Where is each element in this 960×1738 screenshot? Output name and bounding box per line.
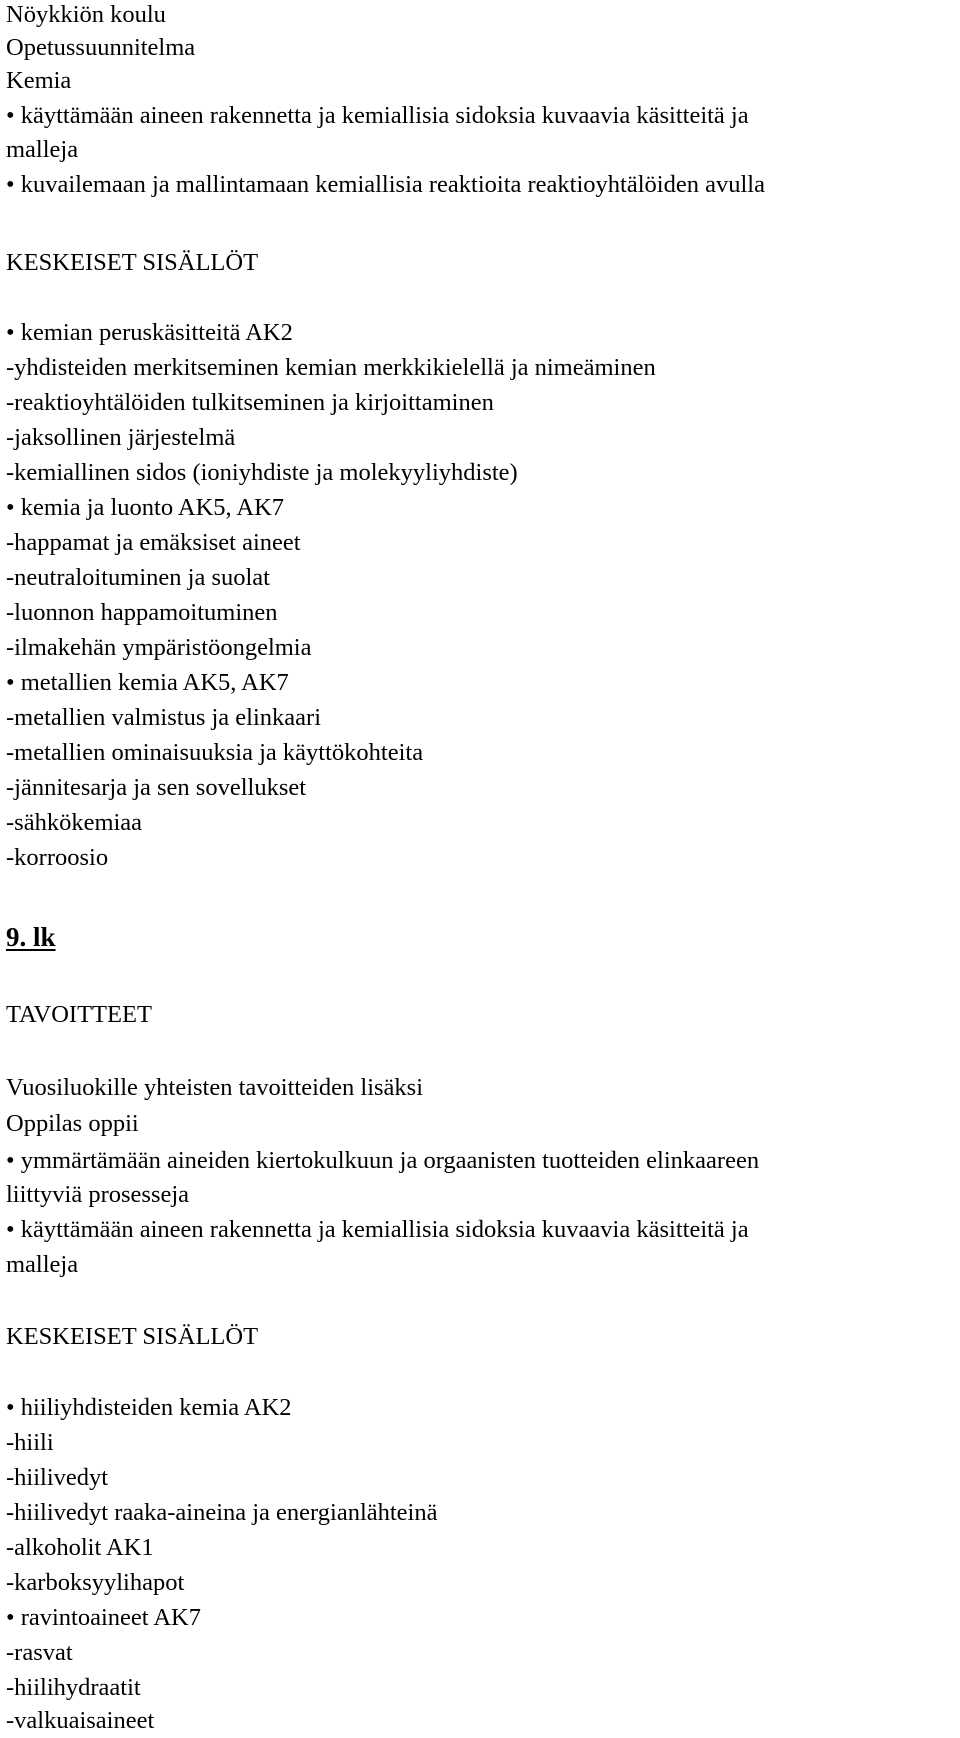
content-line: -hiili	[6, 1429, 54, 1456]
content-line: -kemiallinen sidos (ioniyhdiste ja molekyyliyhdiste)	[6, 459, 518, 486]
content-line: -sähkökemiaa	[6, 809, 143, 836]
content-line: -luonnon happamoituminen	[6, 599, 278, 626]
subject-title: Kemia	[6, 67, 72, 94]
content-line: -metallien ominaisuuksia ja käyttökohteita	[6, 739, 424, 766]
content-line: -hiilivedyt	[6, 1464, 109, 1491]
content-line: • metallien kemia AK5, AK7	[6, 669, 289, 696]
content-line: -happamat ja emäksiset aineet	[6, 529, 301, 556]
content-line: -rasvat	[6, 1639, 73, 1666]
content-line: • ravintoaineet AK7	[6, 1604, 201, 1631]
content-line: -hiilivedyt raaka-aineina ja energianlähteinä	[6, 1499, 438, 1526]
document-type: Opetussuunnitelma	[6, 34, 196, 61]
content-line: -metallien valmistus ja elinkaari	[6, 704, 321, 731]
learner-line: Oppilas oppii	[6, 1110, 139, 1137]
section-heading: KESKEISET SISÄLLÖT	[6, 1323, 259, 1350]
section-heading: KESKEISET SISÄLLÖT	[6, 249, 259, 276]
content-line: -valkuaisaineet	[6, 1707, 155, 1734]
content-line: -reaktioyhtälöiden tulkitseminen ja kirjoittaminen	[6, 389, 494, 416]
content-line: -jaksollinen järjestelmä	[6, 424, 236, 451]
content-line: -ilmakehän ympäristöongelmia	[6, 634, 312, 661]
content-line: -karboksyylihapot	[6, 1569, 185, 1596]
content-line: • kemian peruskäsitteitä AK2	[6, 319, 293, 346]
goal-line: malleja	[6, 136, 79, 163]
content-line: -neutraloituminen ja suolat	[6, 564, 270, 591]
content-line: • hiiliyhdisteiden kemia AK2	[6, 1394, 292, 1421]
content-line: -yhdisteiden merkitseminen kemian merkkikielellä ja nimeäminen	[6, 354, 656, 381]
goal-line: • ymmärtämään aineiden kiertokulkuun ja orgaanisten tuotteiden elinkaareen	[6, 1147, 760, 1174]
goals-intro: Vuosiluokille yhteisten tavoitteiden lisäksi	[6, 1074, 424, 1101]
content-line: • kemia ja luonto AK5, AK7	[6, 494, 285, 521]
goal-line: • kuvailemaan ja mallintamaan kemiallisia reaktioita reaktioyhtälöiden avulla	[6, 171, 765, 198]
grade-heading: 9. lk	[6, 922, 56, 952]
goal-line: liittyviä prosesseja	[6, 1181, 190, 1208]
goal-line: malleja	[6, 1251, 79, 1278]
content-line: -korroosio	[6, 844, 109, 871]
content-line: -alkoholit AK1	[6, 1534, 154, 1561]
content-line: -hiilihydraatit	[6, 1674, 141, 1701]
goal-line: • käyttämään aineen rakennetta ja kemiallisia sidoksia kuvaavia käsitteitä ja	[6, 102, 749, 129]
section-heading: TAVOITTEET	[6, 1001, 152, 1028]
content-line: -jännitesarja ja sen sovellukset	[6, 774, 307, 801]
school-name: Nöykkiön koulu	[6, 1, 166, 28]
goal-line: • käyttämään aineen rakennetta ja kemiallisia sidoksia kuvaavia käsitteitä ja	[6, 1216, 749, 1243]
